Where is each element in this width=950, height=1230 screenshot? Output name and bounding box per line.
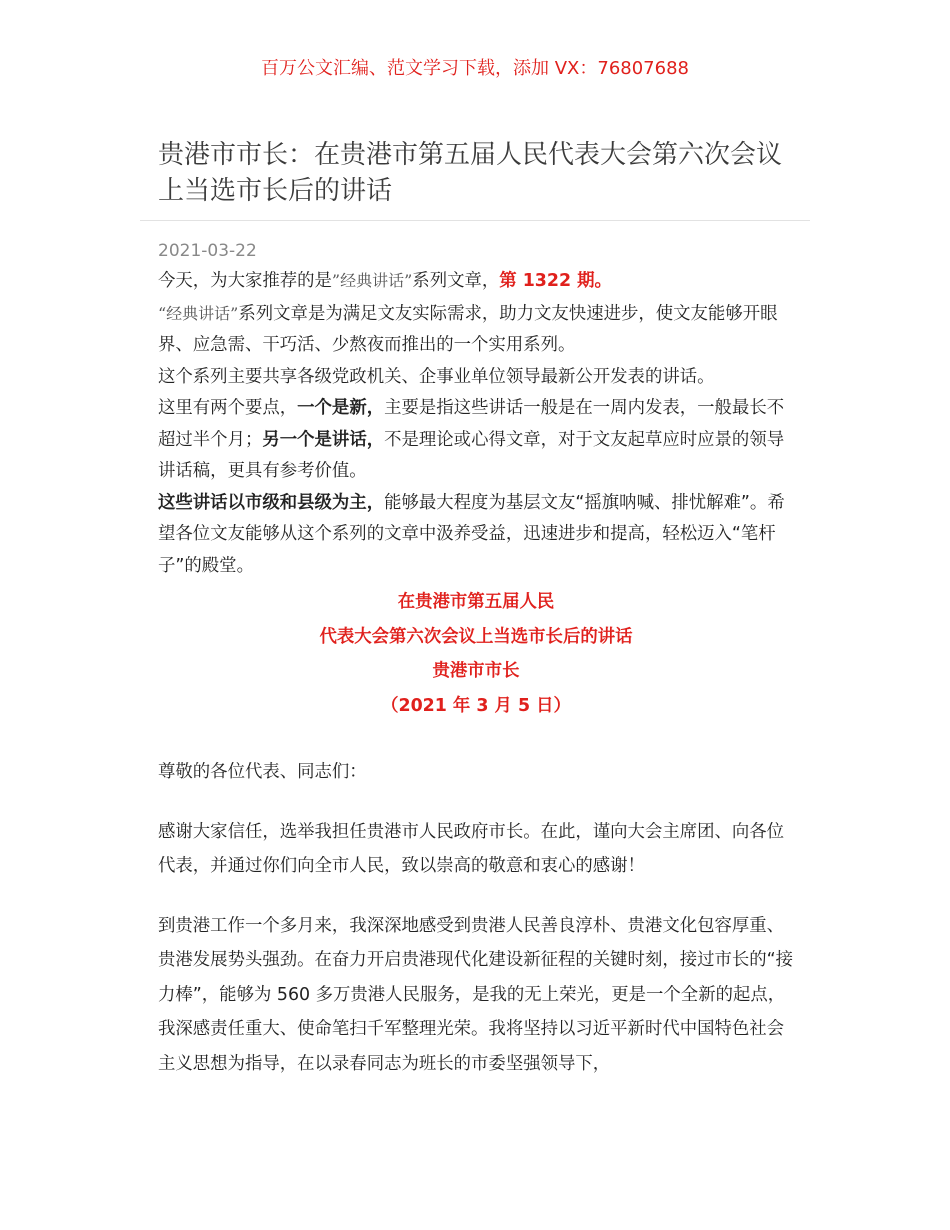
key-point-level: 这些讲话以市级和县级为主， <box>158 492 385 513</box>
body-paragraph-1: 感谢大家信任，选举我担任贵港市人民政府市长。在此，谨向大会主席团、向各位代表，并通过你们向全市人民，致以崇高的敬意和衷心的感谢！ <box>158 821 785 876</box>
intro-text: 今天，为大家推荐的是 <box>158 271 332 291</box>
speaker: 贵港市市长 <box>432 661 520 681</box>
series-name: ”经典讲话” <box>331 271 413 290</box>
article-body <box>158 265 794 1081</box>
intro-paragraph-1 <box>158 265 794 298</box>
intro-text: 系列文章， <box>412 271 500 291</box>
title-divider <box>140 220 810 221</box>
key-point-new: 一个是新， <box>297 398 385 418</box>
intro-text: 系列文章是为满足文友实际需求，助力文友快速进步，使文友能够开眼界、应急需、干巧活、少熬夜而推出的一个实用系列。 <box>158 303 778 355</box>
intro-text: 能够最大程度为基层文友“摇旗呐喊、排忧解难”。希望各位文友能够从这个系列的文章中汲养受益，迅速进步和提高，轻松迈入“笔杆子”的殿堂。 <box>158 492 785 576</box>
series-name: “经典讲话” <box>158 303 239 323</box>
intro-paragraph-4 <box>158 393 794 488</box>
intro-text: 这里有两个要点， <box>158 398 298 418</box>
article-title: 贵港市市长：在贵港市第五届人民代表大会第六次会议上当选市长后的讲话 <box>158 140 783 206</box>
intro-paragraph-5 <box>158 488 794 583</box>
speech-title-line-1: 在贵港市第五届人民 <box>397 592 555 612</box>
speech-heading <box>158 585 794 723</box>
issue-number: 第 1322 期。 <box>499 271 612 291</box>
publish-date: 2021-03-22 <box>158 241 257 261</box>
speech-date: （2021 年 3 月 5 日） <box>381 695 571 716</box>
salutation: 尊敬的各位代表、同志们： <box>158 762 367 782</box>
intro-text: 主要是指这些讲话一般是在一周内发表，一般最长不超过半个月； <box>158 398 785 450</box>
intro-text: 不是理论或心得文章，对于文友起草应时应景的领导讲话稿，更具有参考价值。 <box>158 429 785 481</box>
speech-title-line-2: 代表大会第六次会议上当选市长后的讲话 <box>319 626 633 647</box>
body-paragraph-2: 到贵港工作一个多月来，我深深地感受到贵港人民善良淳朴、贵港文化包容厚重、贵港发展势头强劲。在奋力开启贵港现代化建设新征程的关键时刻，接过市长的“接力棒”，能够为 560 多万贵港人民服务，是我的无上荣光，更是一个全新的起点，我深感责任重大、使命笔扫千军整理光荣。我将坚持以习近平新时代中国特色社会主义思想为指导，在以录春同志为班长的市委坚强领导下， <box>158 915 794 1074</box>
promo-banner: 百万公文汇编、范文学习下载，添加 VX：76807688 <box>261 58 689 79</box>
intro-paragraph-3: 这个系列主要共享各级党政机关、企事业单位领导最新公开发表的讲话。 <box>158 366 715 387</box>
intro-paragraph-2 <box>158 298 794 362</box>
key-point-speech: 另一个是讲话， <box>262 429 385 450</box>
